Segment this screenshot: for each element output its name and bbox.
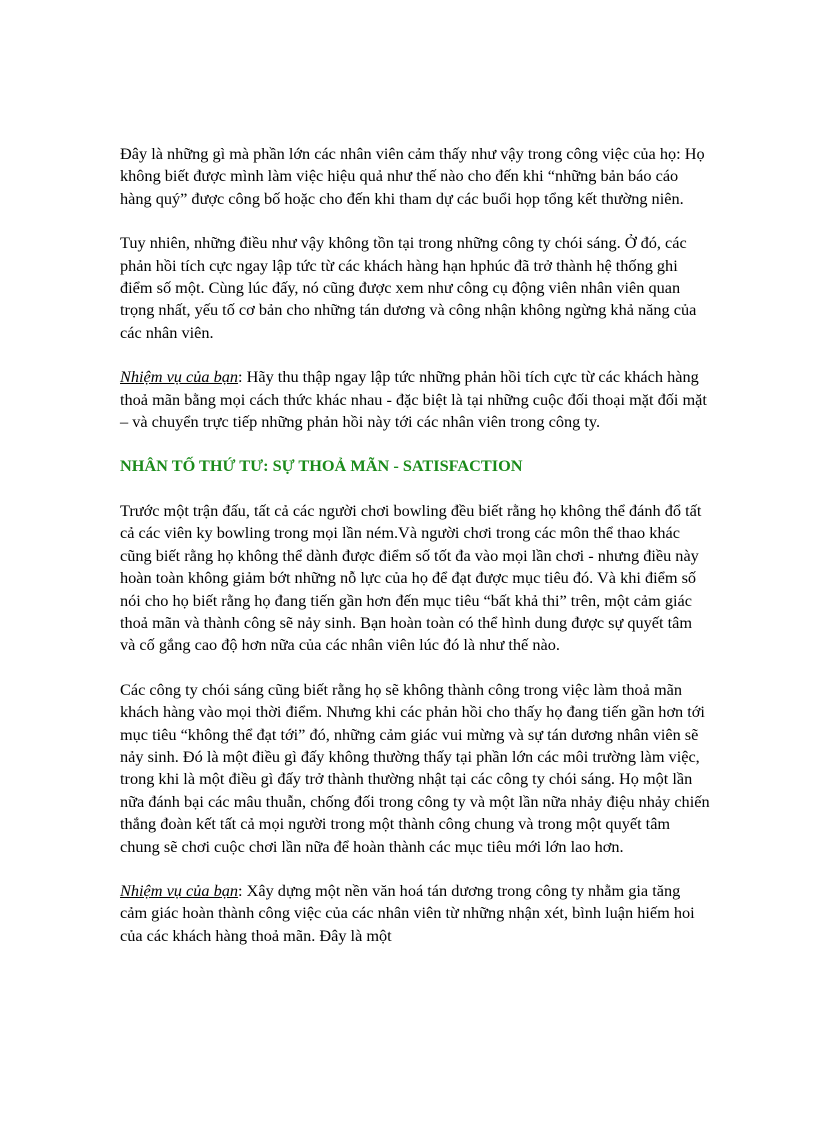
task-paragraph-2 bbox=[120, 880, 710, 947]
document-page bbox=[120, 143, 710, 969]
task-label-2: Nhiệm vụ của bạn bbox=[120, 880, 239, 900]
paragraph-satisfaction: Các công ty chói sáng cũng biết rằng họ sẽ không thành công trong việc làm thoả mãn khách hàng vào mọi thời điểm. Nhưng khi các phản hồi cho thấy họ đang tiến gần hơn tới mục tiêu “không thể đạt tới” đó, những cảm giác vui mừng và sự tán dương nhân viên sẽ nảy sinh. Đó là một điều gì đấy không thường thấy tại phần lớn các môi trường làm việc, trong khi là một điều gì đấy trở thành thường nhật tại các công ty chói sáng. Họ một lần nữa đánh bại các mâu thuẫn, chống đối trong công ty và một lần nữa nhảy điệu nhảy chiến thắng đoàn kết tất cả mọi người trong một thành công chung và trong một quyết tâm chung sẽ chơi cuộc chơi lần nữa để hoàn thành các mục tiêu mới lớn lao hơn. bbox=[120, 679, 710, 856]
task-text-1: : Hãy thu thập ngay lập tức những phản hồi tích cực từ các khách hàng thoả mãn bằng mọi cách thức khác nhau - đặc biệt là tại những cuộc đối thoại mặt đối mặt – và chuyển trực tiếp những phản hồi này tới các nhân viên trong công ty. bbox=[120, 367, 707, 432]
section-heading: NHÂN TỐ THỨ TƯ: SỰ THOẢ MÃN - SATISFACTION bbox=[120, 456, 523, 476]
paragraph-bowling: Trước một trận đấu, tất cả các người chơi bowling đều biết rằng họ không thể đánh đổ tất cả các viên ky bowling trong mọi lần ném.Và người chơi trong các môn thể thao khác cũng biết rằng họ không thể dành được điểm số tốt đa vào mọi lần chơi - nhưng điều này hoàn toàn không giảm bớt những nỗ lực của họ để đạt được mục tiêu đó. Và khi điểm số nói cho họ biết rằng họ đang tiến gần hơn đến mục tiêu “bất khả thi” trên, một cảm giác thoả mãn và thành công sẽ nảy sinh. Bạn hoàn toàn có thể hình dung được sự quyết tâm và cố gắng cao độ hơn nữa của các nhân viên lúc đó là như thế nào. bbox=[120, 500, 702, 655]
paragraph-intro: Đây là những gì mà phần lớn các nhân viên cảm thấy như vậy trong công việc của họ: Họ không biết được mình làm việc hiệu quả như thế nào cho đến khi “những bản báo cáo hàng quý” được công bố hoặc cho đến khi tham dự các buổi họp tổng kết thường niên. bbox=[120, 144, 705, 208]
task-paragraph-1 bbox=[120, 366, 710, 433]
task-text-2: : Xây dựng một nền văn hoá tán dương trong công ty nhằm gia tăng cảm giác hoàn thành công việc của các nhân viên từ những nhận xét, bình luận hiếm hoi của các khách hàng thoả mãn. Đây là một bbox=[120, 880, 695, 945]
paragraph-bright-companies: Tuy nhiên, những điều như vậy không tồn tại trong những công ty chói sáng. Ở đó, các phản hồi tích cực ngay lập tức từ các khách hàng hạn hphúc đã trở thành hệ thống ghi điểm số một. Cùng lúc đấy, nó cũng được xem như công cụ động viên nhân viên quan trọng nhất, yếu tố cơ bản cho những tán dương và công nhận không ngừng khả năng của các nhân viên. bbox=[120, 233, 697, 342]
task-label-1: Nhiệm vụ của bạn bbox=[120, 367, 239, 387]
